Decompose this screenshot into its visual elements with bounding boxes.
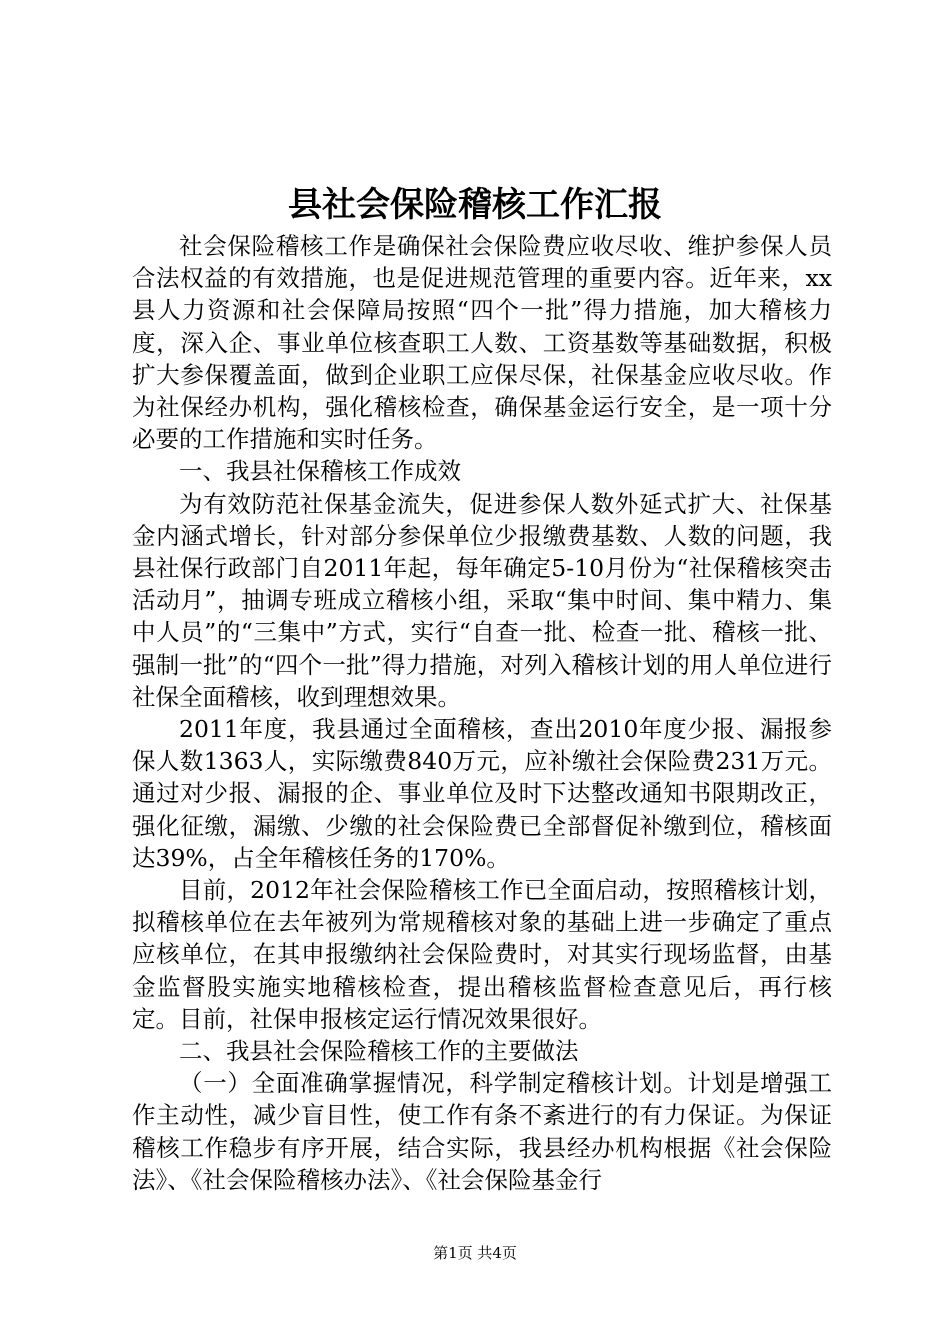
paragraph-2011-results: 2011年度，我县通过全面稽核，查出2010年度少报、漏报参保人数1363人，实际缴费840万元，应补缴社会保险费231万元。通过对少报、漏报的企、事业单位及时下达整改通知书限期改正，强化征缴，漏缴、少缴的社会保险费已全部督促补缴到位，稽核面达39%，占全年稽核任务的170%。: [132, 715, 832, 872]
document-body: [132, 230, 832, 1196]
section-heading-1: 一、我县社保稽核工作成效: [179, 457, 461, 486]
document-title: 县社会保险稽核工作汇报: [288, 185, 662, 225]
paragraph-plan: （一）全面准确掌握情况，科学制定稽核计划。计划是增强工作主动性，减少盲目性，使工作有条不紊进行的有力保证。为保证稽核工作稳步有序开展，结合实际，我县经办机构根据《社会保险法》、《社会保险稽核办法》、《社会保险基金行: [132, 1069, 832, 1194]
paragraph-2012-status: 目前，2012年社会保险稽核工作已全面启动，按照稽核计划，拟稽核单位在去年被列为常规稽核对象的基础上进一步确定了重点应核单位，在其申报缴纳社会保险费时，对其实行现场监督，由基金监督股实施实地稽核检查，提出稽核监督检查意见后，再行核定。目前，社保申报核定运行情况效果很好。: [132, 876, 832, 1033]
page-number-footer: 第1页 共4页: [433, 1244, 517, 1262]
section-heading-2: 二、我县社会保险稽核工作的主要做法: [179, 1037, 579, 1066]
paragraph-intro: 社会保险稽核工作是确保社会保险费应收尽收、维护参保人员合法权益的有效措施，也是促进规范管理的重要内容。近年来，xx县人力资源和社会保障局按照“四个一批”得力措施，加大稽核力度，深入企、事业单位核查职工人数、工资基数等基础数据，积极扩大参保覆盖面，做到企业职工应保尽保，社保基金应收尽收。作为社保经办机构，强化稽核检查，确保基金运行安全，是一项十分必要的工作措施和实时任务。: [132, 232, 832, 454]
paragraph-measures: 为有效防范社保基金流失，促进参保人数外延式扩大、社保基金内涵式增长，针对部分参保单位少报缴费基数、人数的问题，我县社保行政部门自2011年起，每年确定5-10月份为“社保稽核突击活动月”，抽调专班成立稽核小组，采取“集中时间、集中精力、集中人员”的“三集中”方式，实行“自查一批、检查一批、稽核一批、强制一批”的“四个一批”得力措施，对列入稽核计划的用人单位进行社保全面稽核，收到理想效果。: [132, 489, 832, 711]
